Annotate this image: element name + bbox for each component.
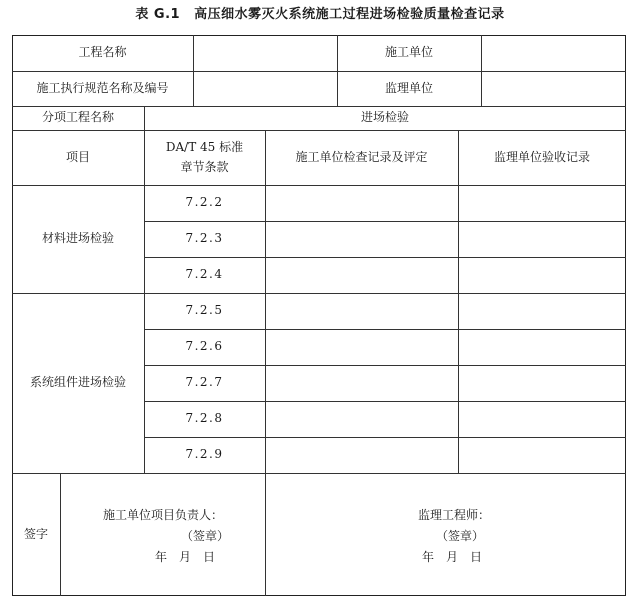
group-name-components: 系统组件进场检验 xyxy=(29,375,126,390)
contractor-record-cell[interactable] xyxy=(265,437,458,473)
supervisor-seal: （签章） xyxy=(436,529,485,543)
contractor-seal: （签章） xyxy=(181,529,230,543)
contractor-label: 施工单位 xyxy=(384,45,433,60)
supervisor-date: 年 月 日 xyxy=(422,550,483,564)
table-title-text: 高压细水雾灭火系统施工过程进场检验质量检查记录 xyxy=(194,7,505,22)
subproject-label: 分项工程名称 xyxy=(41,110,114,125)
contractor-record-cell[interactable] xyxy=(265,365,458,401)
supervisor-value[interactable] xyxy=(481,71,626,106)
contractor-record-cell[interactable] xyxy=(265,329,458,365)
supervisor-record-cell[interactable] xyxy=(458,365,626,401)
supervisor-record-cell[interactable] xyxy=(458,185,626,221)
table-number: 表 G.1 xyxy=(135,7,181,22)
column-header-clause xyxy=(144,130,265,185)
supervisor-label: 监理单位 xyxy=(384,80,433,95)
supervisor-record-cell[interactable] xyxy=(458,437,626,473)
supervisor-record-cell[interactable] xyxy=(458,329,626,365)
clause-cell: 7.2.7 xyxy=(185,375,224,390)
signature-label: 签字 xyxy=(23,526,48,541)
project-name-value[interactable] xyxy=(193,35,337,71)
contractor-signature-block[interactable] xyxy=(103,505,229,568)
column-header-clause-line2: 章节条款 xyxy=(180,159,229,174)
subproject-value: 进场检验 xyxy=(360,110,409,125)
spec-value[interactable] xyxy=(193,71,337,106)
spec-label: 施工执行规范名称及编号 xyxy=(36,80,169,95)
supervisor-record-cell[interactable] xyxy=(458,401,626,437)
contractor-record-cell[interactable] xyxy=(265,257,458,293)
contractor-record-cell[interactable] xyxy=(265,221,458,257)
supervisor-record-cell[interactable] xyxy=(458,221,626,257)
contractor-date: 年 月 日 xyxy=(155,550,216,564)
supervisor-signatory: 监理工程师： xyxy=(418,508,491,522)
group-name-materials: 材料进场检验 xyxy=(41,231,114,246)
clause-cell: 7.2.8 xyxy=(185,411,224,426)
project-name-label: 工程名称 xyxy=(78,45,127,60)
clause-cell: 7.2.4 xyxy=(185,267,224,282)
column-header-clause-line1: DA/T 45 标准 xyxy=(165,140,244,155)
table-title xyxy=(0,3,640,22)
clause-cell: 7.2.9 xyxy=(185,447,224,462)
clause-cell: 7.2.5 xyxy=(185,303,224,318)
column-header-contractor-record: 施工单位检查记录及评定 xyxy=(295,149,428,164)
column-header-item: 项目 xyxy=(65,149,90,164)
contractor-record-cell[interactable] xyxy=(265,293,458,329)
rule xyxy=(12,473,626,474)
rule xyxy=(60,473,61,596)
supervisor-signature-block[interactable] xyxy=(418,505,490,568)
clause-cell: 7.2.6 xyxy=(185,339,224,354)
contractor-value[interactable] xyxy=(481,35,626,71)
clause-cell: 7.2.3 xyxy=(185,231,224,246)
supervisor-record-cell[interactable] xyxy=(458,293,626,329)
contractor-record-cell[interactable] xyxy=(265,185,458,221)
clause-cell: 7.2.2 xyxy=(185,195,224,210)
supervisor-record-cell[interactable] xyxy=(458,257,626,293)
column-header-supervisor-record: 监理单位验收记录 xyxy=(493,149,590,164)
contractor-record-cell[interactable] xyxy=(265,401,458,437)
contractor-signatory: 施工单位项目负责人： xyxy=(103,508,224,522)
